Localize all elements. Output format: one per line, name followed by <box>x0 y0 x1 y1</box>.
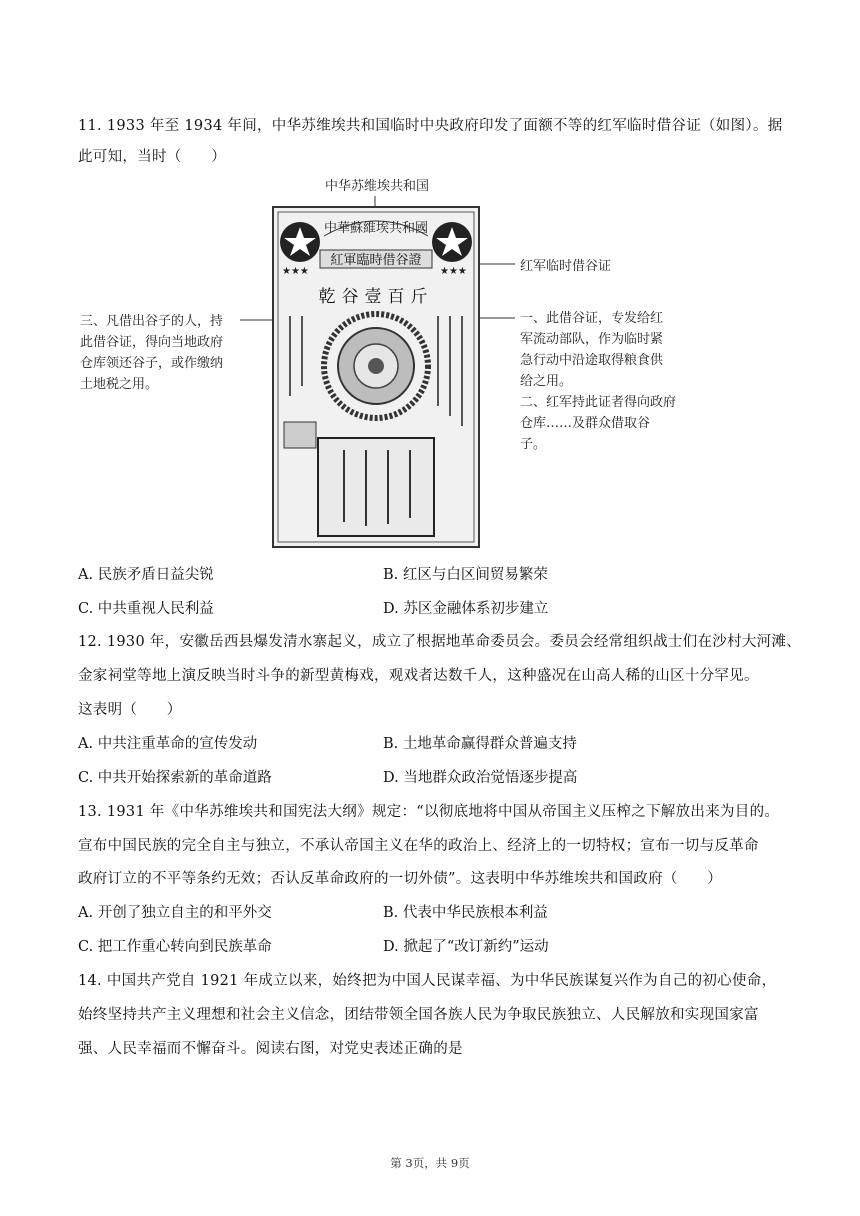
svg-text:★★★: ★★★ <box>440 266 467 277</box>
doc-amount-text: 乾谷壹百斤 <box>318 287 434 307</box>
q11-stem-line2: 此可知，当时（ ） <box>78 149 226 165</box>
q13-stem-line2: 宣布中国民族的完全自主与独立，不承认帝国主义在华的政治上、经济上的一切特权；宣布一切与反革命 <box>78 838 759 854</box>
figure-label-left-line: 三、凡借出谷子的人，持 <box>80 314 224 329</box>
q14-stem-line1: 14. 中国共产党自 1921 年成立以来，始终把为中国人民谋幸福、为中华民族谋复兴作为自己的初心使命， <box>78 973 777 989</box>
q11-option-b[interactable]: B. 红区与白区间贸易繁荣 <box>383 567 548 583</box>
svg-text:★★★: ★★★ <box>282 266 309 277</box>
figure-label-right-line: 子。 <box>520 437 547 452</box>
figure-label-top: 中华苏维埃共和国 <box>325 179 430 194</box>
figure-label-left-line: 此借谷证，得向当地政府 <box>80 335 224 350</box>
q13-option-b[interactable]: B. 代表中华民族根本利益 <box>383 905 548 921</box>
figure-label-right-title: 红军临时借谷证 <box>520 259 612 274</box>
q12-stem-line3: 这表明（ ） <box>78 702 182 718</box>
figure-label-left-line: 土地税之用。 <box>80 377 159 392</box>
figure-label-right-line: 仓库……及群众借取谷 <box>520 416 651 431</box>
q13-option-c[interactable]: C. 把工作重心转向到民族革命 <box>78 939 272 955</box>
q13-stem-line1: 13. 1931 年《中华苏维埃共和国宪法大纲》规定：“以彻底地将中国从帝国主义压榨之下解放出来为目的。 <box>78 804 780 820</box>
doc-title-text: 紅軍臨時借谷證 <box>330 253 422 268</box>
figure-label-left <box>80 311 223 395</box>
q13-option-d[interactable]: D. 掀起了“改订新约”运动 <box>383 939 549 955</box>
q12-option-b[interactable]: B. 土地革命赢得群众普遍支持 <box>383 736 577 752</box>
q11-option-a[interactable]: A. 民族矛盾日益尖锐 <box>78 567 214 583</box>
figure-label-right <box>520 308 676 455</box>
q12-option-a[interactable]: A. 中共注重革命的宣传发动 <box>78 736 258 752</box>
figure-label-right-line: 二、红军持此证者得向政府 <box>520 395 677 410</box>
q13-stem-line3: 政府订立的不平等条约无效；否认反革命政府的一切外债”。这表明中华苏维埃共和国政府（ ） <box>78 871 723 887</box>
q12-option-d[interactable]: D. 当地群众政治觉悟逐步提高 <box>383 770 578 786</box>
grain-certificate-image <box>272 206 480 548</box>
q14-stem-line2: 始终坚持共产主义理想和社会主义信念，团结带领全国各族人民为争取民族独立、人民解放和实现国家富 <box>78 1007 759 1023</box>
q13-option-a[interactable]: A. 开创了独立自主的和平外交 <box>78 905 272 921</box>
figure-label-right-line: 军流动部队，作为临时紧 <box>520 332 664 347</box>
doc-header-text: 中華蘇維埃共和國 <box>323 221 429 236</box>
figure-label-right-line: 给之用。 <box>520 374 573 389</box>
q11-option-d[interactable]: D. 苏区金融体系初步建立 <box>383 601 549 617</box>
q12-option-c[interactable]: C. 中共开始探索新的革命道路 <box>78 770 272 786</box>
q12-stem-line1: 12. 1930 年，安徽岳西县爆发清水寨起义，成立了根据地革命委员会。委员会经常组织战士们在沙村大河滩、 <box>78 634 802 650</box>
q14-stem-line3: 强、人民幸福而不懈奋斗。阅读右图，对党史表述正确的是 <box>78 1041 463 1057</box>
q12-stem-line2: 金家祠堂等地上演反映当时斗争的新型黄梅戏，观戏者达数千人，这种盛况在山高人稀的山区十分罕见。 <box>78 668 759 684</box>
q11-stem-line1: 11. 1933 年至 1934 年间，中华苏维埃共和国临时中央政府印发了面额不等的红军临时借谷证（如图）。据 <box>78 118 783 134</box>
figure-label-right-line: 急行动中沿途取得粮食供 <box>520 353 664 368</box>
q11-option-c[interactable]: C. 中共重视人民利益 <box>78 601 214 617</box>
figure-label-right-line: 一、此借谷证，专发给红 <box>520 311 664 326</box>
page-footer: 第 3页，共 9页 <box>390 1156 470 1170</box>
figure-label-left-line: 仓库领还谷子，或作缴纳 <box>80 356 224 371</box>
